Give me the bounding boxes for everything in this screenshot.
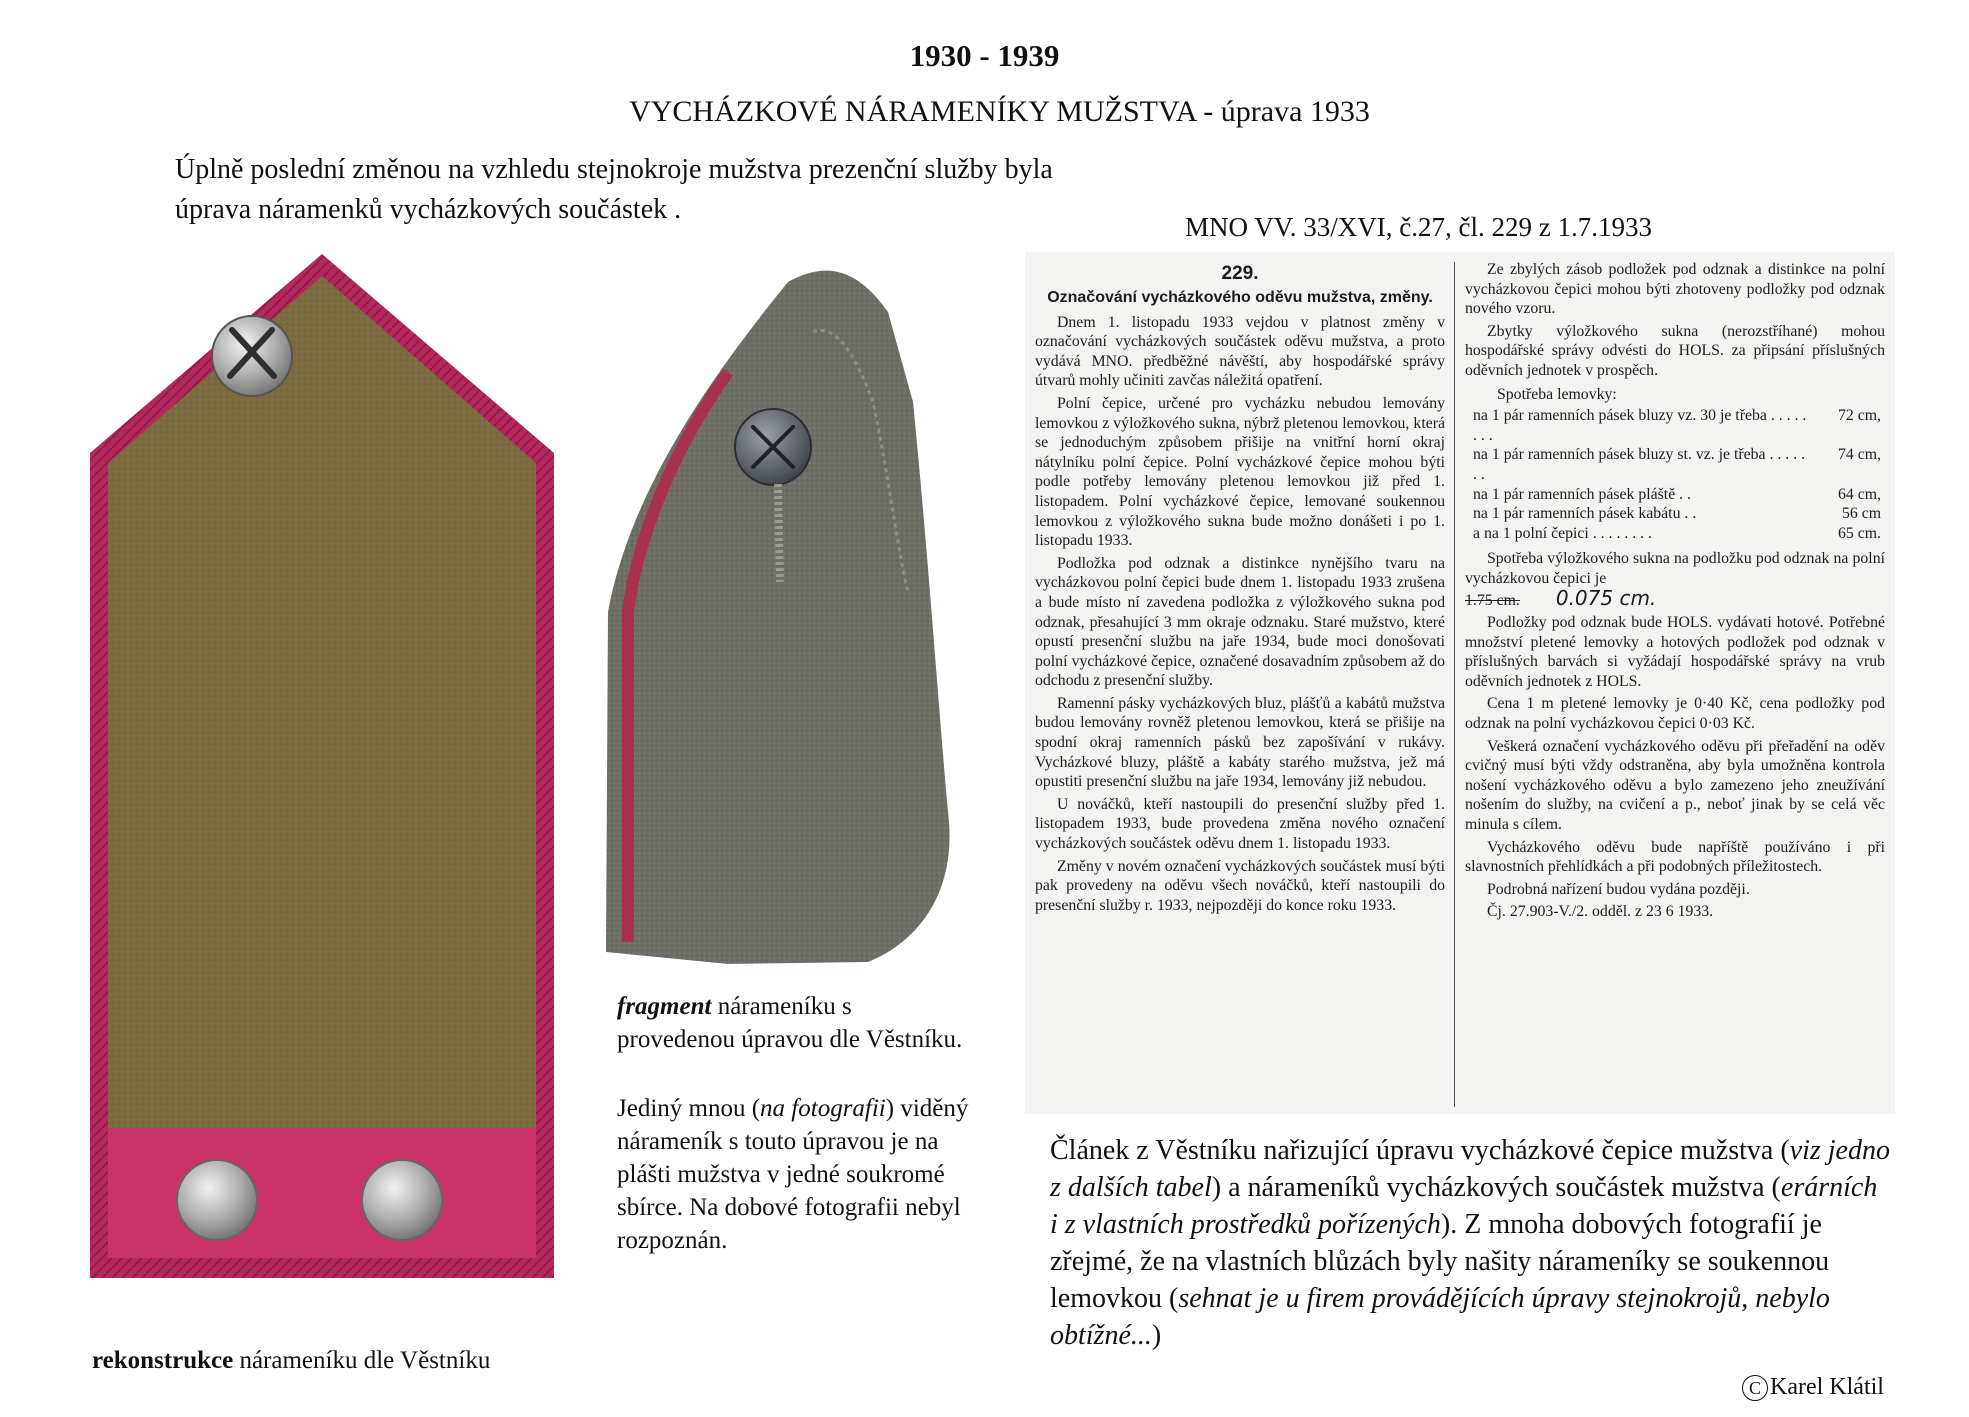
snap-button-left-icon (177, 1160, 257, 1240)
reconstruction-caption-rest: nárameníku dle Věstníku (233, 1347, 491, 1374)
fragment-caption (617, 990, 967, 1056)
article-paragraph: Polní čepice, určené pro vycházku nebudou lemovány lemovkou z výložkového sukna, nýbrž pletenou lemovkou, která se jednoduchým způsobem přišije na vnitřní horní okraj nátylníku polní čepice. Polní vycházkové čepice mohou býti podle potřeby lemovány pletenou lemovkou již před 1. listopadem. Polní vycházkové čepice, lemované soukennou lemovkou z výložkového sukna bude možno donášeti i po 1. listopadu 1933. (1035, 394, 1445, 550)
bottom-text-2: ) a nárameníků vycházkových součástek mužstva ( (1211, 1172, 1781, 1203)
row-label: na 1 pár ramenních pásek kabátu . . (1473, 505, 1697, 523)
page-title: VYCHÁZKOVÉ NÁRAMENÍKY MUŽSTVA - úprava 1933 (629, 95, 1370, 128)
bottom-text-1: Článek z Věstníku nařizující úpravu vycházkové čepice mužstva ( (1050, 1135, 1790, 1166)
fragment-cloth (606, 271, 950, 964)
bottom-italic-2: erárních i z vlastních prostředků pořízených (1050, 1172, 1878, 1240)
article-paragraph: Podrobná nařízení budou vydána později. (1487, 880, 1750, 898)
reconstruction-caption-bold: rekonstrukce (92, 1347, 234, 1374)
article-paragraph: Dnem 1. listopadu 1933 vejdou v platnost změny v označování vycházkových součástek oděvu mužstva, a proto vydává MNO. předběžné návěští, aby hospodářské správy útvarů mohly učiniti zavčas náležitá opatření. (1035, 313, 1445, 390)
consumption-table (1465, 385, 1885, 544)
row-value: 56 cm (1841, 505, 1881, 523)
row-label: a na 1 polní čepici . . . . . . . . (1473, 524, 1652, 542)
row-value: 74 cm, (1838, 446, 1881, 464)
table-row (1465, 406, 1885, 445)
reconstruction-image (72, 248, 572, 1288)
copyright-author: Karel Klátil (1770, 1374, 1884, 1400)
column-divider (1454, 262, 1455, 1107)
bottom-italic-3: sehnat je u firem provádějících úpravy stejnokrojů, nebylo obtížné... (1050, 1283, 1830, 1351)
article-paragraph: Cena 1 m pletené lemovky je 0·40 Kč, cena podložky pod odznak na polní vycházkovou čepici 0·03 Kč. (1465, 695, 1885, 733)
fragment-paragraph-italic: na fotografii (760, 1095, 886, 1122)
article-paragraph: Vycházkového oděvu bude napříště používáno i při slavnostních přehlídkách a při podobných příležitostech. (1465, 838, 1885, 876)
table-row (1465, 445, 1885, 484)
table-row (1465, 524, 1885, 544)
strap-tab (108, 1128, 536, 1258)
mno-reference: MNO VV. 33/XVI, č.27, čl. 229 z 1.7.1933 (1185, 212, 1652, 242)
article-paragraph: Veškerá označení vycházkového oděvu při přeřadění na oděv cvičný musí býti vždy odstraněna, aby byla umožněna kontrola nošení vycházkového oděvu a bylo zamezeno jeho zneužívání nošením do služby, na cvičení a p., neboť jinak by se celá věc minula s cílem. (1465, 737, 1885, 834)
struck-value: 1.75 cm. (1465, 591, 1520, 609)
article-paragraph: Ramenní pásky vycházkových bluz, plášťů a kabátů mužstva budou lemovány rovněž pletenou lemovkou, která se přišije na spodní okraj ramenních pásků bez zapošívání v rukávy. Vycházkové bluzy, pláště a kabáty starého mužstva, jež má opustiti presenční službu na jaře 1934, lemovány již nebudou. (1035, 694, 1445, 791)
article-reference: Čj. 27.903-V./2. odděl. z 23 6 1933. (1487, 903, 1714, 921)
bottom-paragraph (1050, 1132, 1890, 1354)
page-years: 1930 - 1939 (909, 38, 1060, 73)
fragment-paragraph-end: ) viděný nárameník s touto úpravou je na plášti mužstva v jedné soukromé sbírce. Na dobové fotografii nebyl rozpoznán. (617, 1095, 969, 1254)
crossed-swords-badge-icon (212, 316, 292, 396)
article-left-column (1035, 260, 1445, 918)
fragment-caption-rest: nárameníku s provedenou úpravou dle Věstníku. (617, 993, 963, 1053)
row-label: na 1 pár ramenních pásek pláště . . (1473, 485, 1692, 503)
article-paragraph: Zbytky výložkového sukna (nerozstříhané) mohou hospodářské správy odvésti do HOLS. za připsání příslušných oděvních jednotek v prospěch. (1465, 322, 1885, 379)
bottom-text-3: ). Z mnoha dobových fotografií je zřejmé, že na vlastních blůzách byly našity nárameníky se soukennou lemovkou ( (1050, 1209, 1830, 1314)
bottom-text-4: ) (1151, 1320, 1162, 1351)
article-scan (1025, 252, 1895, 1114)
row-value: 65 cm. (1838, 524, 1881, 542)
fragment-paragraph-start: Jediný mnou ( (617, 1095, 761, 1122)
copyright-icon: C (1742, 1375, 1768, 1401)
article-paragraph: Podložka pod odznak a distinkce nynějšího tvaru na vycházkovou polní čepici bude dnem 1. listopadu 1933 zrušena a bude místo ní zavedena podložka z výložkového sukna pod odznak, přesahující 3 mm okraje odznaku. Staré mužstvo, které opustí presenční službu na jaře 1934, bude moci donošovati polní vycházkové čepice, označené dosavadním způsobem až do odchodu z presenční služby. (1035, 554, 1445, 690)
copyright (1742, 1374, 1884, 1401)
row-value: 72 cm, (1838, 407, 1881, 425)
handwritten-value: 0.075 cm. (1555, 585, 1657, 610)
article-paragraph: Podložky pod odznak bude HOLS. vydávati hotové. Potřebné množství pletené lemovky a hotových podložek pod odznak v příslušných barvách si vyžádají hospodářské správy na vrub oděvních jednotek z HOLS. (1465, 614, 1885, 690)
table-row (1465, 504, 1885, 524)
row-label: na 1 pár ramenních pásek bluzy vz. 30 je třeba . . . . . . . . (1473, 407, 1807, 444)
snap-button-right-icon (362, 1160, 442, 1240)
article-right-column (1465, 260, 1885, 925)
table-row (1465, 485, 1885, 505)
row-label: na 1 pár ramenních pásek bluzy st. vz. je třeba . . . . . . . (1473, 446, 1806, 483)
strap-body (108, 276, 536, 1258)
bottom-italic-1: viz jedno z dalších tabel (1050, 1135, 1890, 1203)
cloth-text: Spotřeba výložkového sukna na podložku pod odznak na polní vycházkovou čepici je (1465, 550, 1885, 587)
article-paragraph: U nováčků, kteří nastoupili do presenční služby před 1. listopadem 1933, bude provedena změna nového označení vycházkových součástek oděvu dnem 1. listopadu 1933. (1035, 795, 1445, 853)
article-heading: Označování vycházkového oděvu mužstva, změny. (1047, 288, 1433, 306)
consumption-table-head: Spotřeba lemovky: (1497, 385, 1617, 403)
article-number: 229. (1221, 263, 1259, 284)
crossed-swords-button-icon (735, 409, 811, 485)
reconstruction-caption (92, 1347, 490, 1375)
row-value: 64 cm, (1838, 485, 1881, 503)
fragment-paragraph (617, 1092, 987, 1257)
article-paragraph: Změny v novém označení vycházkových součástek musí býti pak provedeny na oděvu všech nováčků, kteří nastoupili do presenční služby r. 1933, nejpozději do konce roku 1933. (1035, 857, 1445, 914)
article-paragraph: Ze zbylých zásob podložek pod odznak a distinkce na polní vycházkovou čepici mohou býti zhotoveny podložky pod odznak nového vzoru. (1465, 261, 1885, 318)
intro-text: Úplně poslední změnou na vzhledu stejnokroje mužstva prezenční služby byla úprava náramenků vycházkových součástek . (175, 154, 1053, 225)
fragment-image (588, 252, 988, 972)
fragment-caption-bold: fragment (617, 993, 712, 1020)
article-paragraph (1465, 549, 1885, 610)
